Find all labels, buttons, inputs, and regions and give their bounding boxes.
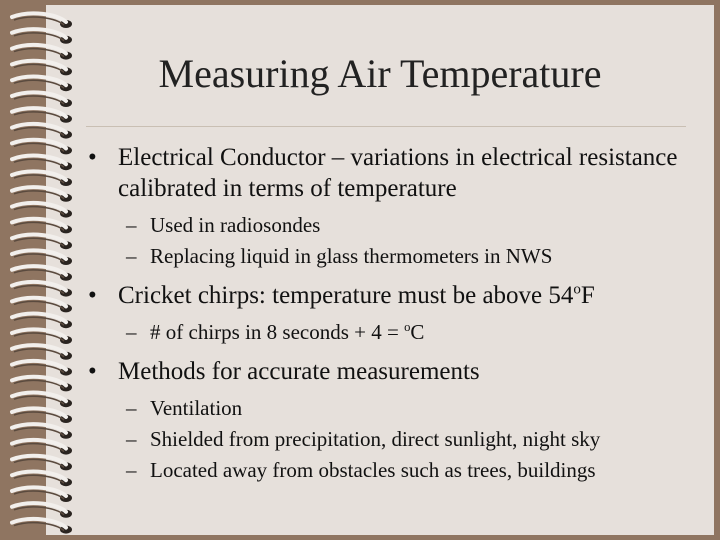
sub-text-before: # of chirps in 8 seconds + 4 = <box>150 320 405 344</box>
sub-item <box>88 393 688 424</box>
bullet-text-before: Cricket chirps: temperature must be above 54 <box>118 282 574 309</box>
sub-text: Used in radiosondes <box>150 213 321 237</box>
bullet-text <box>118 282 595 309</box>
bullet-mark: • <box>88 358 97 385</box>
sub-list-electrical <box>88 210 688 272</box>
bullet-text: Electrical Conductor – variations in electrical resistance calibrated in terms of temperature <box>118 144 678 202</box>
sub-mark: – <box>126 213 137 237</box>
sub-mark: – <box>126 427 137 451</box>
sub-item <box>88 210 688 241</box>
sub-text <box>150 320 424 344</box>
bullet-mark: • <box>88 282 97 309</box>
bullet-mark: • <box>88 144 97 171</box>
sub-mark: – <box>126 320 137 344</box>
sub-list-cricket <box>88 317 688 348</box>
sub-mark: – <box>126 396 137 420</box>
sub-item <box>88 241 688 272</box>
slide-content <box>88 142 688 494</box>
sub-item <box>88 317 688 348</box>
sub-mark: – <box>126 458 137 482</box>
sub-text: Replacing liquid in glass thermometers in NWS <box>150 244 553 268</box>
sub-item <box>88 455 688 486</box>
sub-text: Located away from obstacles such as trees, buildings <box>150 458 596 482</box>
bullet-methods <box>88 356 688 387</box>
sub-mark: – <box>126 244 137 268</box>
sub-list-methods <box>88 393 688 486</box>
sub-text: Ventilation <box>150 396 243 420</box>
bullet-cricket-chirps <box>88 280 688 311</box>
degree-mark: o <box>404 320 411 334</box>
sub-item <box>88 424 688 455</box>
bullet-text-after: F <box>580 282 595 309</box>
slide-title: Measuring Air Temperature <box>158 51 602 96</box>
bullet-electrical-conductor <box>88 142 688 204</box>
sub-text-after: C <box>410 320 425 344</box>
title-divider <box>86 126 686 127</box>
sub-text: Shielded from precipitation, direct sunlight, night sky <box>150 427 601 451</box>
bullet-text: Methods for accurate measurements <box>118 358 480 385</box>
degree-mark: o <box>573 281 581 298</box>
